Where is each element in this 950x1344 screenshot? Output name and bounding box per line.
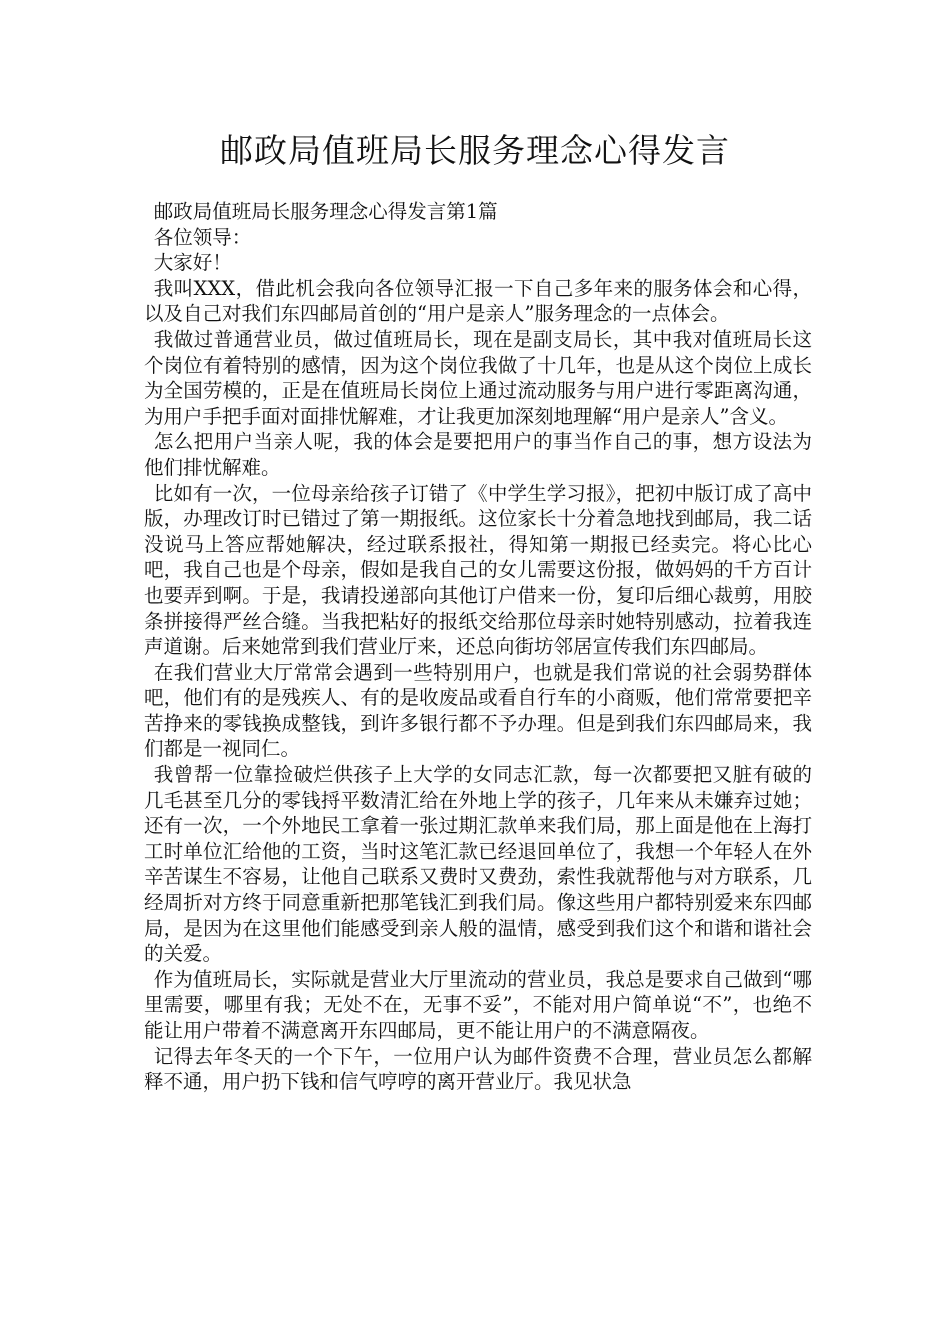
document-title: 邮政局值班局长服务理念心得发言 [220, 131, 730, 170]
salutation: 各位领导： [153, 225, 252, 249]
section-heading: 邮政局值班局长服务理念心得发言第1篇 [153, 200, 498, 223]
paragraph: 我叫XXX，借此机会我向各位领导汇报一下自己多年来的服务体会和心得，以及自己对我们东四邮局首创的“用户是亲人”服务理念的一点体会。 [144, 276, 812, 326]
paragraph: 作为值班局长，实际就是营业大厅里流动的营业员，我总是要求自己做到“哪里需要，哪里有我；无处不在，无事不妥”，不能对用户简单说“不”，也绝不能让用户带着不满意离开东四邮局，更不能让用户的不满意隔夜。 [144, 967, 812, 1042]
greeting: 大家好！ [153, 251, 232, 275]
paragraph: 我曾帮一位靠捡破烂供孩子上大学的女同志汇款，每一次都要把又脏有破的几毛甚至几分的零钱捋平数清汇给在外地上学的孩子，几年来从未嫌弃过她；还有一次，一个外地民工拿着一张过期汇款单来我们局，那上面是他在上海打工时单位汇给他的工资，当时这笔汇款已经退回单位了，我想一个年轻人在外辛苦谋生不容易，让他自己联系又费时又费劲，索性我就帮他与对方联系，几经周折对方终于同意重新把那笔钱汇到我们局。像这些用户都特别爱来东四邮局，是因为在这里他们能感受到亲人般的温情，感受到我们这个和谐和谐社会的关爱。 [144, 763, 812, 966]
paragraph: 在我们营业大厅常常会遇到一些特别用户，也就是我们常说的社会弱势群体吧，他们有的是残疾人、有的是收废品或看自行车的小商贩，他们常常要把辛苦挣来的零钱换成整钱，到许多银行都不予办理。但是到我们东四邮局来，我们都是一视同仁。 [144, 660, 812, 761]
paragraph: 怎么把用户当亲人呢，我的体会是要把用户的事当作自己的事，想方设法为他们排忧解难。 [144, 430, 812, 479]
paragraph: 比如有一次，一位母亲给孩子订错了《中学生学习报》，把初中版订成了高中版，办理改订时已错过了第一期报纸。这位家长十分着急地找到邮局，我二话没说马上答应帮她解决，经过联系报社，得知第一期报已经卖完。将心比心吧，我自己也是个母亲，假如是我自己的女儿需要这份报，做妈妈的千方百计也要弄到啊。于是，我请投递部向其他订户借来一份，复印后细心裁剪，用胶条拼接得严丝合缝。当我把粘好的报纸交给那位母亲时她特别感动，拉着我连声道谢。后来她常到我们营业厅来，还总向街坊邻居宣传我们东四邮局。 [144, 481, 812, 659]
paragraph: 记得去年冬天的一个下午，一位用户认为邮件资费不合理，营业员怎么都解释不通，用户扔下钱和信气哼哼的离开营业厅。我见状急 [144, 1044, 812, 1094]
document-body [144, 199, 812, 1095]
paragraph: 我做过普通营业员，做过值班局长，现在是副支局长，其中我对值班局长这个岗位有着特别的感情，因为这个岗位我做了十几年，也是从这个岗位上成长为全国劳模的，正是在值班局长岗位上通过流动服务与用户进行零距离沟通，为用户手把手面对面排忧解难，才让我更加深刻地理解“用户是亲人”含义。 [144, 327, 812, 428]
